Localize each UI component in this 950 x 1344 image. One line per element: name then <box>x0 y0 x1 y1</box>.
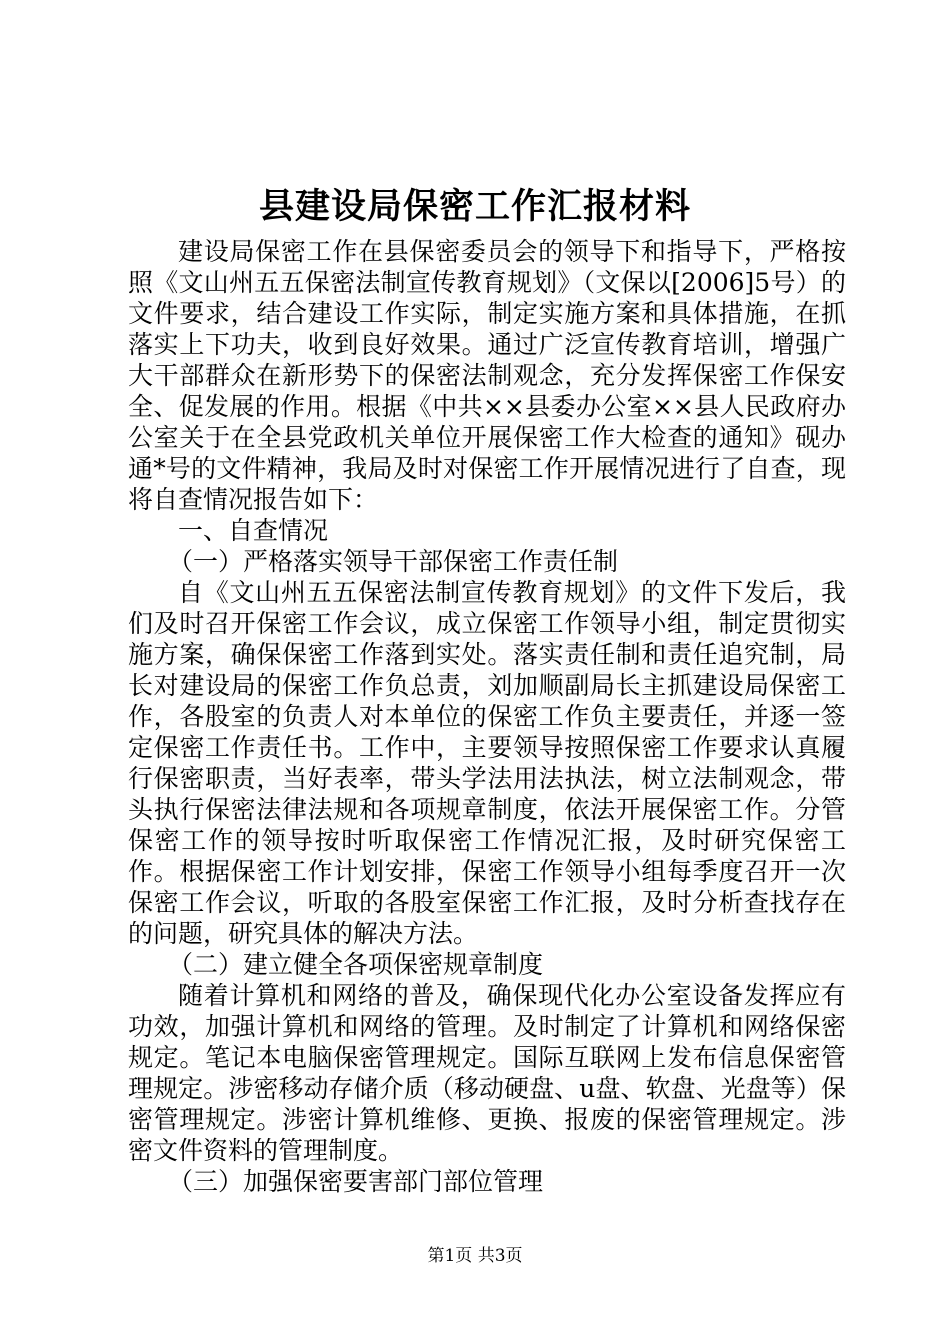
document-body <box>128 236 846 1197</box>
subsection-heading-1: （一）严格落实领导干部保密工作责任制 <box>168 547 619 576</box>
subsection-paragraph-1: 自《文山州五五保密法制宣传教育规划》的文件下发后，我们及时召开保密工作会议，成立保密工作领导小组，制定贯彻实施方案，确保保密工作落到实处。落实责任制和责任追究制，局长对建设局的保密工作负总责，刘加顺副局长主抓建设局保密工作，各股室的负责人对本单位的保密工作负主要责任，并逐一签定保密工作责任书。工作中，主要领导按照保密工作要求认真履行保密职责，当好表率，带头学法用法执法，树立法制观念，带头执行保密法律法规和各项规章制度，依法开展保密工作。分管保密工作的领导按时听取保密工作情况汇报，及时研究保密工作。根据保密工作计划安排，保密工作领导小组每季度召开一次保密工作会议，听取的各股室保密工作汇报，及时分析查找存在的问题，研究具体的解决方法。 <box>128 578 846 948</box>
intro-paragraph: 建设局保密工作在县保密委员会的领导下和指导下，严格按照《文山州五五保密法制宣传教育规划》（文保以[2006]5号）的文件要求，结合建设工作实际，制定实施方案和具体措施，在抓落实上下功夫，收到良好效果。通过广泛宣传教育培训，增强广大干部群众在新形势下的保密法制观念，充分发挥保密工作保安全、促发展的作用。根据《中共××县委办公室××县人民政府办公室关于在全县党政机关单位开展保密工作大检查的通知》砚办通*号的文件精神，我局及时对保密工作开展情况进行了自查，现将自查情况报告如下： <box>128 237 846 514</box>
subsection-heading-3: （三）加强保密要害部门部位管理 <box>168 1167 544 1196</box>
subsection-heading-2: （二）建立健全各项保密规章制度 <box>168 950 544 979</box>
page-number-footer: 第1页 共3页 <box>427 1246 523 1266</box>
document-title: 县建设局保密工作汇报材料 <box>258 186 691 227</box>
section-heading-1: 一、自查情况 <box>178 516 329 545</box>
subsection-paragraph-2: 随着计算机和网络的普及，确保现代化办公室设备发挥应有功效，加强计算机和网络的管理。及时制定了计算机和网络保密规定。笔记本电脑保密管理规定。国际互联网上发布信息保密管理规定。涉密移动存储介质（移动硬盘、u盘、软盘、光盘等）保密管理规定。涉密计算机维修、更换、报废的保密管理规定。涉密文件资料的管理制度。 <box>128 981 846 1165</box>
